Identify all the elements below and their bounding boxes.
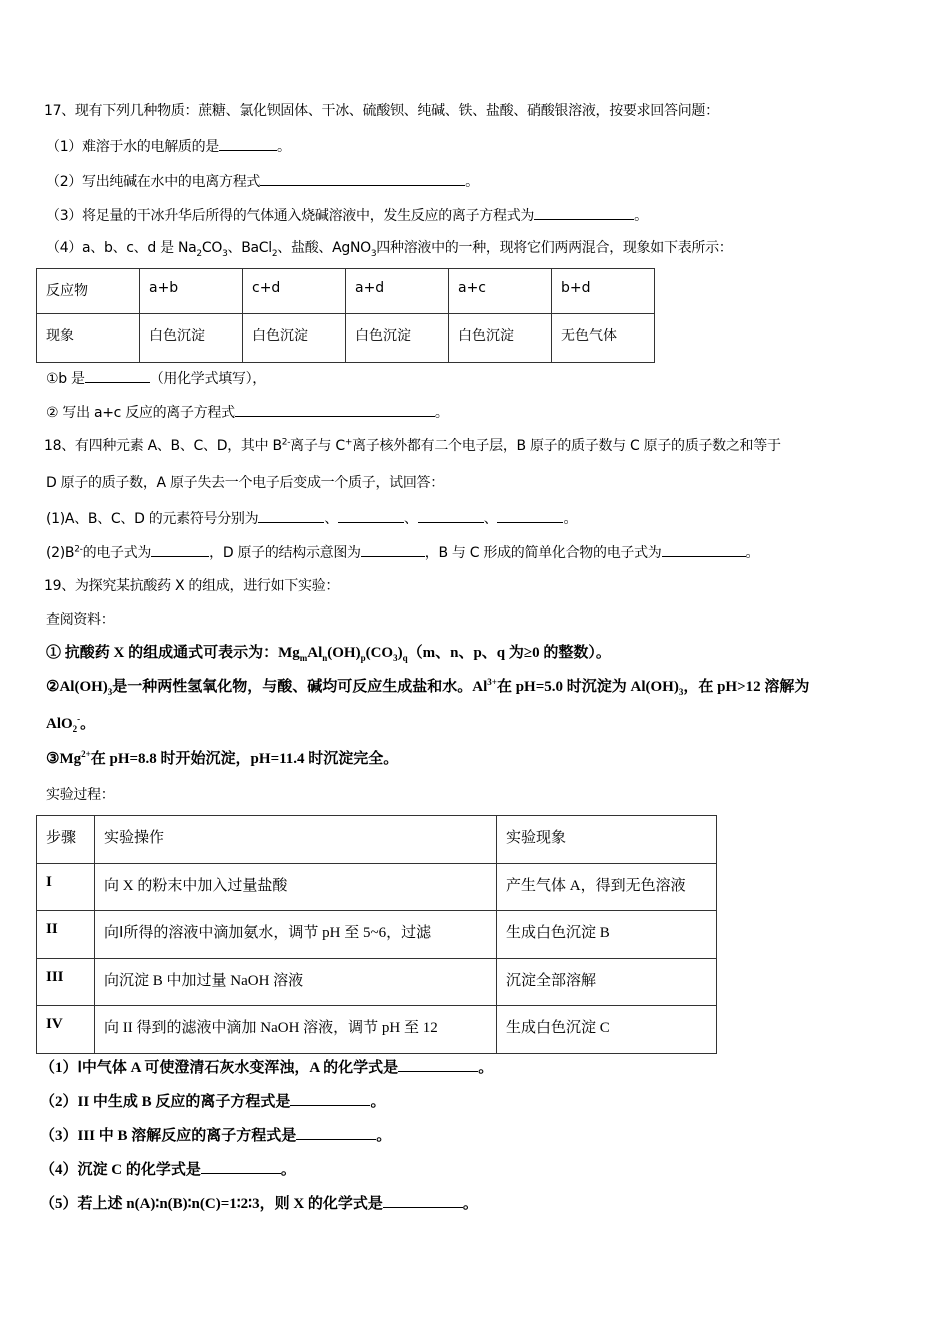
text: （3）III 中 B 溶解反应的离子方程式是 bbox=[40, 1128, 297, 1144]
answer-blank[interactable] bbox=[258, 508, 324, 523]
table-cell: 白色沉淀 bbox=[449, 314, 552, 363]
q19-ref1 bbox=[46, 643, 611, 663]
text: （2）II 中生成 B 反应的离子方程式是 bbox=[40, 1094, 291, 1110]
text: 、 bbox=[483, 511, 498, 527]
answer-blank[interactable] bbox=[235, 402, 435, 417]
answer-blank[interactable] bbox=[662, 542, 746, 557]
text: 。 bbox=[745, 545, 760, 561]
table-cell: II bbox=[37, 911, 95, 959]
table-cell: 实验操作 bbox=[95, 816, 497, 864]
answer-blank[interactable] bbox=[85, 368, 150, 383]
text: 查阅资料： bbox=[46, 612, 115, 628]
period: 。 bbox=[634, 208, 648, 224]
table-cell: 沉淀全部溶解 bbox=[497, 958, 717, 1006]
text: 实验过程： bbox=[46, 787, 115, 803]
text: ② 写出 a+c 反应的离子方程式 bbox=[46, 405, 235, 421]
table-row-header bbox=[37, 269, 655, 314]
period: 。 bbox=[277, 139, 291, 155]
table-cell: a+d bbox=[346, 269, 449, 314]
subscript: q bbox=[402, 653, 408, 663]
q19-part1 bbox=[40, 1057, 493, 1078]
superscript: + bbox=[344, 437, 353, 448]
table-cell: c+d bbox=[243, 269, 346, 314]
text: （m、n、p、q 为≥0 的整数）。 bbox=[407, 645, 611, 661]
text: 。 bbox=[376, 1128, 392, 1144]
table-cell: 反应物 bbox=[37, 269, 140, 314]
subscript: 3 bbox=[393, 653, 398, 663]
table-cell: III bbox=[37, 958, 95, 1006]
text: AlO bbox=[46, 716, 73, 732]
superscript: 2+ bbox=[81, 749, 91, 759]
table-cell: I bbox=[37, 863, 95, 911]
text: 。 bbox=[280, 1162, 296, 1178]
table-row bbox=[37, 958, 717, 1006]
q17-part2-text: （2）写出纯碱在水中的电离方程式 bbox=[46, 174, 261, 190]
subscript: p bbox=[360, 653, 366, 663]
q19-part3 bbox=[40, 1125, 391, 1146]
text: （5）若上述 n(A)∶n(B)∶n(C)=1∶2∶3，则 X 的化学式是 bbox=[40, 1196, 383, 1212]
subscript: 2 bbox=[271, 248, 278, 259]
text: 、 bbox=[324, 511, 339, 527]
text: 、BaCl bbox=[227, 240, 272, 256]
q19-stem bbox=[44, 576, 339, 596]
q17-sub1 bbox=[46, 368, 266, 389]
answer-blank[interactable] bbox=[383, 1193, 463, 1208]
text: 。 bbox=[563, 511, 578, 527]
text: 离子与 C bbox=[290, 438, 345, 454]
text: （1）Ⅰ中气体 A 可使澄清石灰水变浑浊，A 的化学式是 bbox=[40, 1060, 399, 1076]
subscript: 3 bbox=[222, 248, 228, 259]
q17-part2 bbox=[46, 171, 479, 192]
text: 在 pH=8.8 时开始沉淀，pH=11.4 时沉淀完全。 bbox=[90, 751, 399, 767]
table-cell: 白色沉淀 bbox=[346, 314, 449, 363]
table-cell: 产生气体 A，得到无色溶液 bbox=[497, 863, 717, 911]
text: （4）a、b、c、d 是 Na bbox=[46, 240, 197, 256]
q17-sub2 bbox=[46, 402, 449, 423]
q17-part3 bbox=[46, 205, 648, 226]
text: 四种溶液中的一种，现将它们两两混合，现象如下表所示： bbox=[376, 240, 733, 256]
text: ③Mg bbox=[46, 751, 82, 767]
text: CO bbox=[201, 240, 223, 256]
q19-ref-title bbox=[46, 610, 115, 630]
q17-part4 bbox=[46, 238, 733, 258]
q19-ref3 bbox=[46, 749, 398, 769]
text: (OH) bbox=[327, 645, 361, 661]
text: Al bbox=[307, 645, 323, 661]
table-cell: 向沉淀 B 中加过量 NaOH 溶液 bbox=[95, 958, 497, 1006]
answer-blank[interactable] bbox=[260, 171, 465, 186]
text: 的电子式为 bbox=[82, 545, 152, 561]
superscript: - bbox=[77, 714, 81, 724]
subscript: n bbox=[322, 653, 328, 663]
text: ) bbox=[397, 645, 403, 661]
table-cell: 白色沉淀 bbox=[243, 314, 346, 363]
table-row bbox=[37, 1006, 717, 1054]
table-row bbox=[37, 863, 717, 911]
q19-part2 bbox=[40, 1091, 385, 1112]
subscript: 3 bbox=[107, 687, 113, 697]
answer-blank[interactable] bbox=[534, 205, 634, 220]
table-cell: a+b bbox=[140, 269, 243, 314]
text: D 原子的质子数，A 原子失去一个电子后变成一个质子，试回答： bbox=[46, 475, 444, 491]
table-cell: 现象 bbox=[37, 314, 140, 363]
superscript: 2- bbox=[281, 437, 291, 448]
table-cell: 向 II 得到的滤液中滴加 NaOH 溶液，调节 pH 至 12 bbox=[95, 1006, 497, 1054]
table-row-header bbox=[37, 816, 717, 864]
table-cell: 实验现象 bbox=[497, 816, 717, 864]
text: (CO bbox=[365, 645, 394, 661]
table-cell: 步骤 bbox=[37, 816, 95, 864]
table-cell: 向Ⅰ所得的溶液中滴加氨水，调节 pH 至 5~6，过滤 bbox=[95, 911, 497, 959]
text: 。 bbox=[478, 1060, 494, 1076]
q17-part1 bbox=[46, 136, 291, 157]
q19-ref2 bbox=[46, 677, 809, 697]
table-cell: a+c bbox=[449, 269, 552, 314]
text: 。 bbox=[80, 716, 96, 732]
table-row bbox=[37, 911, 717, 959]
text: ①b 是 bbox=[46, 371, 85, 387]
text: (2)B bbox=[46, 545, 75, 561]
q18-part2 bbox=[46, 542, 759, 563]
q19-part5 bbox=[40, 1193, 478, 1214]
superscript: 2- bbox=[74, 544, 83, 555]
table-cell: 白色沉淀 bbox=[140, 314, 243, 363]
text: 在 pH=5.0 时沉淀为 Al(OH) bbox=[496, 679, 679, 695]
text: （用化学式填写）， bbox=[149, 371, 267, 387]
subscript: 3 bbox=[370, 248, 377, 259]
experiment-table bbox=[36, 815, 717, 1054]
q19-ref2-line2 bbox=[46, 714, 95, 734]
answer-blank[interactable] bbox=[418, 508, 484, 523]
q19-part4 bbox=[40, 1159, 296, 1180]
answer-blank[interactable] bbox=[398, 1057, 478, 1072]
text: ，在 pH>12 溶解为 bbox=[683, 679, 810, 695]
q18-part1 bbox=[46, 508, 577, 529]
reaction-table bbox=[36, 268, 655, 363]
text: 。 bbox=[370, 1094, 386, 1110]
q17-stem-text: 17、现有下列几种物质：蔗糖、氯化钡固体、干冰、硫酸钡、纯碱、铁、盐酸、硝酸银溶液，按要求回答问题： bbox=[44, 103, 719, 119]
table-cell: 生成白色沉淀 B bbox=[497, 911, 717, 959]
text: 、 bbox=[404, 511, 418, 527]
text: ，B 与 C 形成的简单化合物的电子式为 bbox=[424, 545, 662, 561]
table-cell: 向 X 的粉末中加入过量盐酸 bbox=[95, 863, 497, 911]
text: 19、为探究某抗酸药 X 的组成，进行如下实验： bbox=[44, 578, 340, 594]
text: ②Al(OH) bbox=[46, 679, 108, 695]
table-cell: 生成白色沉淀 C bbox=[497, 1006, 717, 1054]
subscript: 2 bbox=[72, 724, 78, 734]
superscript: 3+ bbox=[487, 677, 497, 687]
subscript: 3 bbox=[678, 687, 684, 697]
subscript: m bbox=[299, 653, 308, 663]
text: (1)A、B、C、D 的元素符号分别为 bbox=[46, 511, 259, 527]
answer-blank[interactable] bbox=[338, 508, 404, 523]
text: 。 bbox=[434, 405, 449, 421]
table-row bbox=[37, 314, 655, 363]
table-cell: 无色气体 bbox=[552, 314, 655, 363]
text: ① 抗酸药 X 的组成通式可表示为：Mg bbox=[46, 645, 300, 661]
answer-blank[interactable] bbox=[201, 1159, 281, 1174]
q19-proc-title bbox=[46, 785, 115, 805]
text: 是一种两性氢氧化物，与酸、碱均可反应生成盐和水。Al bbox=[112, 679, 488, 695]
answer-blank[interactable] bbox=[290, 1091, 370, 1106]
q17-part1-text: （1）难溶于水的电解质的是 bbox=[46, 139, 220, 155]
q17-part3-text: （3）将足量的干冰升华后所得的气体通入烧碱溶液中，发生反应的离子方程式为 bbox=[46, 208, 535, 224]
answer-blank[interactable] bbox=[497, 508, 563, 523]
text: 、盐酸、AgNO bbox=[277, 240, 371, 256]
answer-blank[interactable] bbox=[151, 542, 209, 557]
q17-stem bbox=[44, 101, 719, 121]
answer-blank[interactable] bbox=[361, 542, 425, 557]
subscript: 2 bbox=[196, 248, 202, 259]
table-cell: IV bbox=[37, 1006, 95, 1054]
text: （4）沉淀 C 的化学式是 bbox=[40, 1162, 201, 1178]
text: 离子核外都有二个电子层，B 原子的质子数与 C 原子的质子数之和等于 bbox=[352, 438, 781, 454]
answer-blank[interactable] bbox=[296, 1125, 376, 1140]
table-cell: b+d bbox=[552, 269, 655, 314]
text: 。 bbox=[462, 1196, 478, 1212]
q18-stem-line2 bbox=[46, 473, 444, 493]
text: ，D 原子的结构示意图为 bbox=[209, 545, 361, 561]
text: 18、有四种元素 A、B、C、D，其中 B bbox=[44, 438, 282, 454]
answer-blank[interactable] bbox=[219, 136, 277, 151]
period: 。 bbox=[465, 174, 479, 190]
q18-stem-line1 bbox=[44, 436, 781, 456]
